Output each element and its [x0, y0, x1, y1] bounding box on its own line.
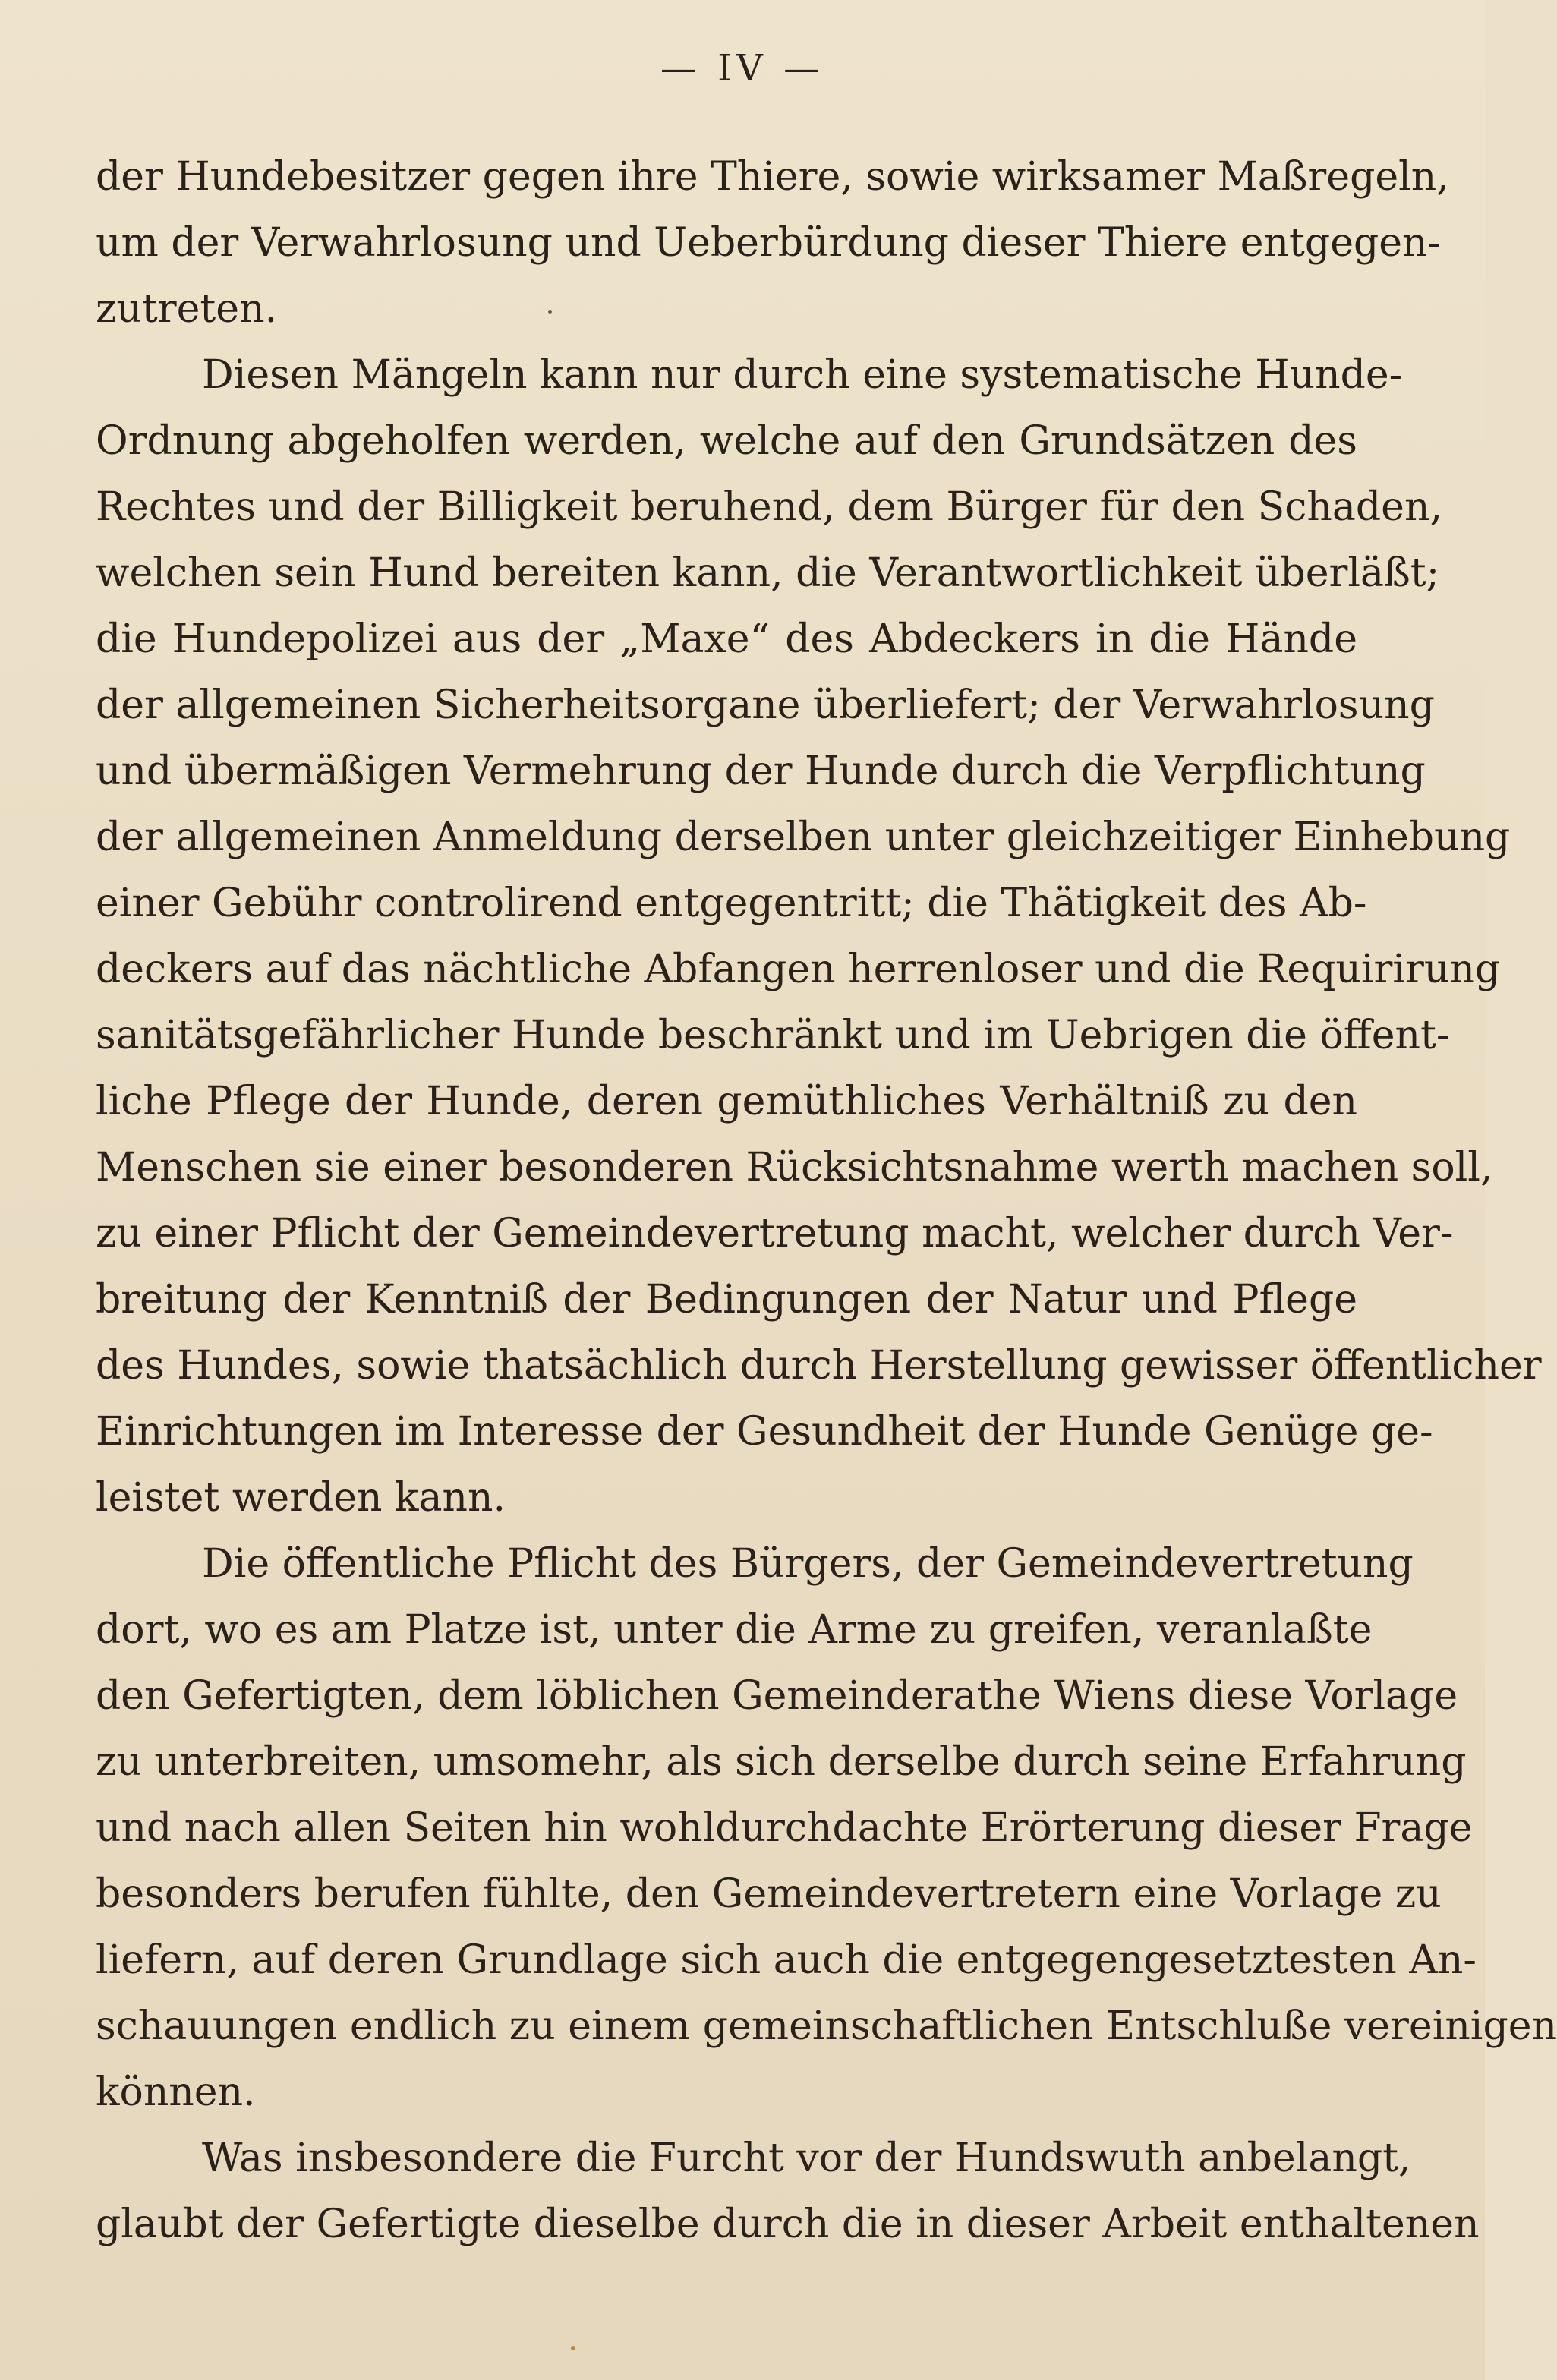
text-line: des Hundes, sowie thatsächlich durch Herstellung gewisser öffentlicher — [96, 1343, 1542, 1389]
text-line: liche Pflege der Hunde, deren gemüthliches Verhältniß zu den — [96, 1079, 1357, 1124]
text-line: die Hundepolizei aus der „Maxe“ des Abdeckers in die Hände — [96, 616, 1357, 662]
text-line: besonders berufen fühlte, den Gemeindevertretern eine Vorlage zu — [96, 1871, 1442, 1917]
text-line: glaubt der Gefertigte dieselbe durch die in dieser Arbeit enthaltenen — [96, 2202, 1480, 2247]
text-line: sanitätsgefährlicher Hunde beschränkt und im Uebrigen die öffent- — [96, 1013, 1450, 1058]
text-line: Rechtes und der Billigkeit beruhend, dem Bürger für den Schaden, — [96, 484, 1442, 530]
text-line: der allgemeinen Anmeldung derselben unter gleichzeitiger Einhebung — [96, 815, 1511, 860]
text-line: Was insbesondere die Furcht vor der Hundswuth anbelangt, — [202, 2136, 1411, 2181]
text-line: den Gefertigten, dem löblichen Gemeinderathe Wiens diese Vorlage — [96, 1673, 1458, 1719]
text-line: Diesen Mängeln kann nur durch eine systematische Hunde- — [202, 352, 1403, 398]
text-line: welchen sein Hund bereiten kann, die Verantwortlichkeit überläßt; — [96, 550, 1440, 596]
text-line: dort, wo es am Platze ist, unter die Arme zu greifen, veranlaßte — [96, 1607, 1373, 1653]
text-line: zu einer Pflicht der Gemeindevertretung macht, welcher durch Ver- — [96, 1211, 1454, 1256]
text-line: zutreten. — [96, 286, 278, 332]
text-line: liefern, auf deren Grundlage sich auch die entgegengesetztesten An- — [96, 1937, 1477, 1983]
text-line: der allgemeinen Sicherheitsorgane überliefert; der Verwahrlosung — [96, 682, 1435, 728]
text-line: Die öffentliche Pflicht des Bürgers, der Gemeindevertretung — [202, 1541, 1414, 1587]
text-line: Ordnung abgeholfen werden, welche auf den Grundsätzen des — [96, 418, 1357, 464]
text-line: der Hundebesitzer gegen ihre Thiere, sowie wirksamer Maßregeln, — [96, 154, 1449, 200]
text-line: zu unterbreiten, umsomehr, als sich derselbe durch seine Erfahrung — [96, 1739, 1467, 1785]
page-number: — IV — — [660, 47, 825, 90]
text-line: und nach allen Seiten hin wohldurchdachte Erörterung dieser Frage — [96, 1805, 1473, 1851]
speck-mark — [571, 2346, 575, 2350]
text-line: um der Verwahrlosung und Ueberbürdung dieser Thiere entgegen- — [96, 220, 1442, 266]
text-line: breitung der Kenntniß der Bedingungen der Natur und Pflege — [96, 1277, 1357, 1322]
text-line: Menschen sie einer besonderen Rücksichtsnahme werth machen soll, — [96, 1145, 1493, 1190]
text-line: und übermäßigen Vermehrung der Hunde durch die Verpflichtung — [96, 749, 1426, 794]
text-line: können. — [96, 2069, 256, 2115]
text-line: einer Gebühr controlirend entgegentritt; die Thätigkeit des Ab- — [96, 881, 1367, 926]
body-text — [96, 144, 1557, 2258]
text-line: schauungen endlich zu einem gemeinschaftlichen Entschluße vereinigen — [96, 2003, 1557, 2049]
text-line: Einrichtungen im Interesse der Gesundheit der Hunde Genüge ge- — [96, 1409, 1433, 1455]
text-line: deckers auf das nächtliche Abfangen herrenloser und die Requirirung — [96, 947, 1501, 992]
text-line: leistet werden kann. — [96, 1475, 506, 1521]
